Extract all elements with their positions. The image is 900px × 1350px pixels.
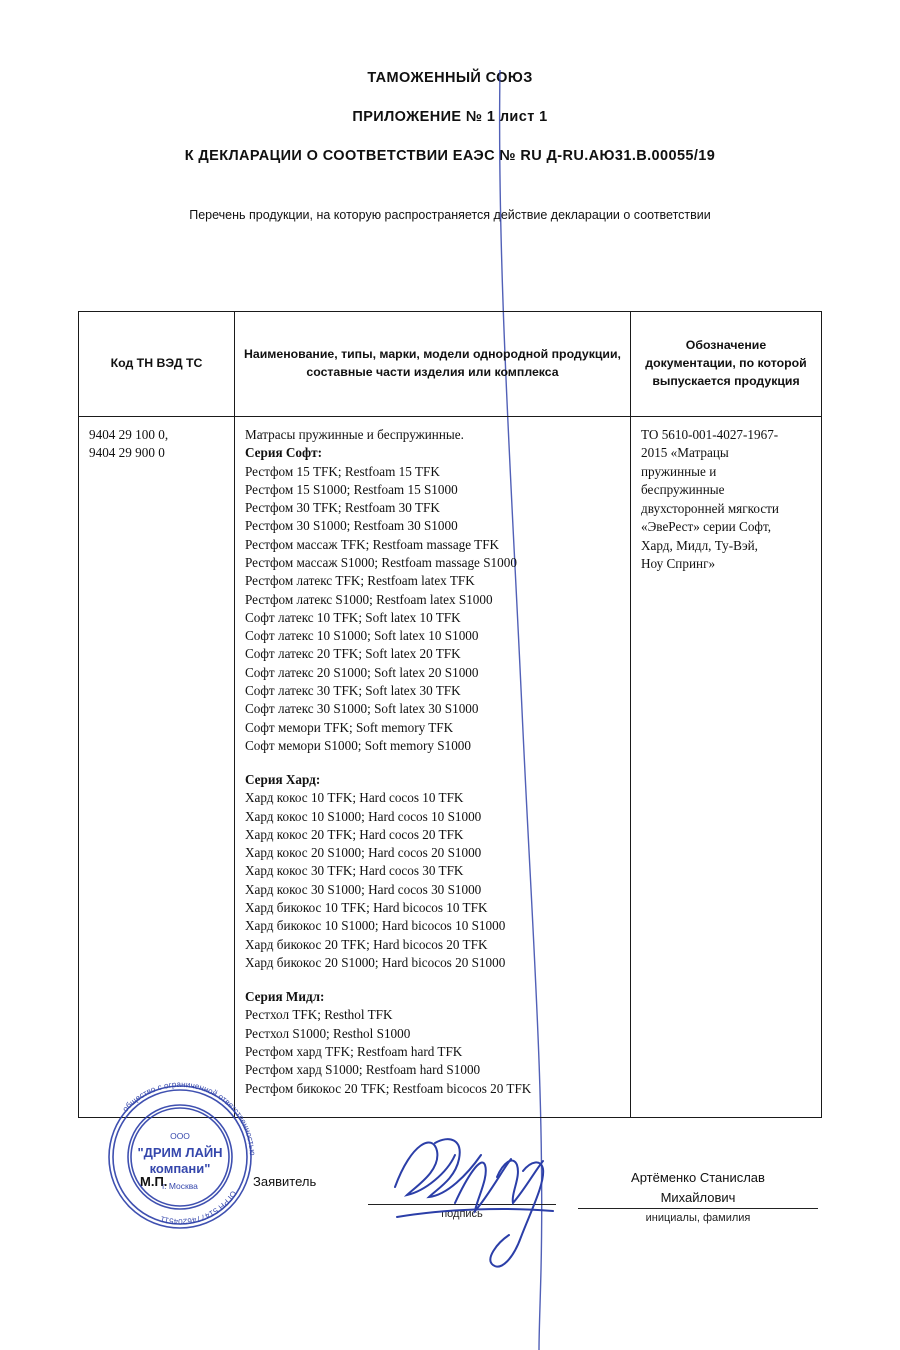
product-list-item: Хард бикокос 10 S1000; Hard bicocos 10 S1000 (245, 918, 506, 934)
product-list-item: Рестфом хард TFK; Restfoam hard TFK (245, 1044, 463, 1059)
product-list-item: Рестфом латекс TFK; Restfoam latex TFK (245, 573, 475, 589)
product-list-item: Хард кокос 30 S1000; Hard cocos 30 S1000 (245, 881, 482, 897)
product-list-item: Хард кокос 30 TFK; Hard cocos 30 TFK (245, 863, 464, 879)
documentation-line: ТО 5610-001-4027-1967- (641, 427, 779, 442)
product-list-item: Хард кокос 20 TFK; Hard cocos 20 TFK (245, 826, 464, 842)
signer-name (578, 1168, 818, 1207)
product-list-item: Софт мемори TFK; Soft memory TFK (245, 719, 454, 735)
product-list-item: Софт латекс 10 TFK; Soft latex 10 TFK (245, 609, 461, 625)
product-list-item: Рестфом бикокос 20 TFK; Restfoam bicocos 20 TFK (245, 1080, 532, 1096)
name-rule (578, 1208, 818, 1209)
signer-name-line-2: Михайлович (660, 1189, 736, 1205)
header-line-annex: ПРИЛОЖЕНИЕ № 1 лист 1 (352, 109, 548, 125)
signature-caption: подпись (441, 1208, 483, 1220)
product-list-spacer (245, 972, 620, 988)
product-list-item: Рестфом массаж S1000; Restfoam massage S1000 (245, 554, 517, 570)
product-table (78, 311, 822, 1118)
svg-text:ОГРН 5147746204511: ОГРН 5147746204511 (159, 1189, 239, 1227)
svg-text:общество с ограниченной ответс: общество с ограниченной ответственностью (120, 1079, 258, 1156)
documentation-line: Ноу Спринг» (641, 556, 716, 572)
svg-text:компани": компани" (149, 1161, 211, 1176)
product-list-item: Матрасы пружинные и беспружинные. (245, 427, 464, 442)
product-list-item: Софт латекс 10 S1000; Soft latex 10 S1000 (245, 628, 479, 644)
product-list-item: Рестфом массаж TFK; Restfoam massage TFK (245, 536, 500, 552)
product-list-item: Софт латекс 20 TFK; Soft latex 20 TFK (245, 646, 461, 662)
product-list-item: Рестфом 30 S1000; Restfoam 30 S1000 (245, 518, 458, 534)
signer-name-line-1: Артёменко Станислав (631, 1170, 765, 1185)
product-list-item: Софт латекс 30 S1000; Soft latex 30 S1000 (245, 701, 479, 717)
product-list-item: Рестфом 15 TFK; Restfoam 15 TFK (245, 463, 440, 479)
document-subtitle: Перечень продукции, на которую распространяется действие декларации о соответствии (189, 208, 711, 222)
product-list-item: Софт латекс 20 S1000; Soft latex 20 S1000 (245, 664, 479, 680)
product-list-item: Хард кокос 10 S1000; Hard cocos 10 S1000 (245, 808, 482, 824)
product-list-item: Хард бикокос 10 TFK; Hard bicocos 10 TFK (245, 900, 488, 916)
table-header-row (79, 312, 821, 417)
product-list-spacer (245, 755, 620, 771)
code-line: 9404 29 100 0, (89, 427, 169, 442)
signature-block (78, 1156, 822, 1276)
svg-text:ООО: ООО (170, 1131, 190, 1141)
documentation-line: 2015 «Матрацы (641, 445, 729, 461)
declarant-label: Заявитель (253, 1174, 317, 1189)
table-body-row (79, 417, 821, 1117)
documentation-line: Хард, Мидл, Ту-Вэй, (641, 537, 758, 553)
document-page (0, 70, 900, 1350)
column-header-code: Код ТН ВЭД ТС (79, 312, 235, 416)
cell-documentation (631, 417, 821, 1117)
code-line: 9404 29 900 0 (89, 445, 165, 461)
product-series-heading: Серия Софт: (245, 445, 323, 461)
signature-rule (368, 1204, 556, 1205)
documentation-line: пружинные и (641, 463, 717, 479)
header-line-declaration: К ДЕКЛАРАЦИИ О СООТВЕТСТВИИ ЕАЭС № RU Д-RU.АЮ31.В.00055/19 (184, 148, 716, 164)
product-list-item: Хард кокос 10 TFK; Hard cocos 10 TFK (245, 790, 464, 806)
cell-product-list (235, 417, 631, 1117)
svg-text:"ДРИМ ЛАЙН: "ДРИМ ЛАЙН (137, 1145, 223, 1160)
stamp-place-label: М.П. (140, 1174, 168, 1189)
product-list-item: Рестфом 15 S1000; Restfoam 15 S1000 (245, 481, 458, 497)
product-list-item: Хард бикокос 20 S1000; Hard bicocos 20 S1000 (245, 954, 506, 970)
name-caption: инициалы, фамилия (645, 1212, 751, 1224)
cell-code (79, 417, 235, 1117)
header-line-customs-union: ТАМОЖЕННЫЙ СОЮЗ (367, 70, 533, 86)
product-list-item: Рестхол TFK; Resthol TFK (245, 1007, 393, 1023)
svg-text:г. Москва: г. Москва (162, 1181, 198, 1191)
product-list-item: Рестфом хард S1000; Restfoam hard S1000 (245, 1062, 481, 1078)
documentation-line: беспружинные (641, 482, 725, 498)
documentation-line: двухсторонней мягкости (641, 500, 779, 516)
product-list-item: Рестфом латекс S1000; Restfoam latex S1000 (245, 591, 493, 607)
documentation-line: «ЭвеРест» серии Софт, (641, 519, 772, 535)
document-header (0, 70, 900, 164)
product-series-heading: Серия Хард: (245, 772, 321, 788)
product-list-item: Хард кокос 20 S1000; Hard cocos 20 S1000 (245, 845, 482, 861)
product-list-item: Рестфом 30 TFK; Restfoam 30 TFK (245, 500, 440, 516)
product-list-item: Хард бикокос 20 TFK; Hard bicocos 20 TFK (245, 936, 488, 952)
column-header-product: Наименование, типы, марки, модели однородной продукции, составные части изделия или комплекса (235, 312, 631, 416)
product-list-item: Софт мемори S1000; Soft memory S1000 (245, 737, 471, 753)
product-list-item: Рестхол S1000; Resthol S1000 (245, 1025, 411, 1041)
product-series-heading: Серия Мидл: (245, 989, 325, 1005)
column-header-documentation: Обозначение документации, по которой выпускается продукция (645, 338, 807, 388)
product-list-item: Софт латекс 30 TFK; Soft latex 30 TFK (245, 682, 461, 698)
